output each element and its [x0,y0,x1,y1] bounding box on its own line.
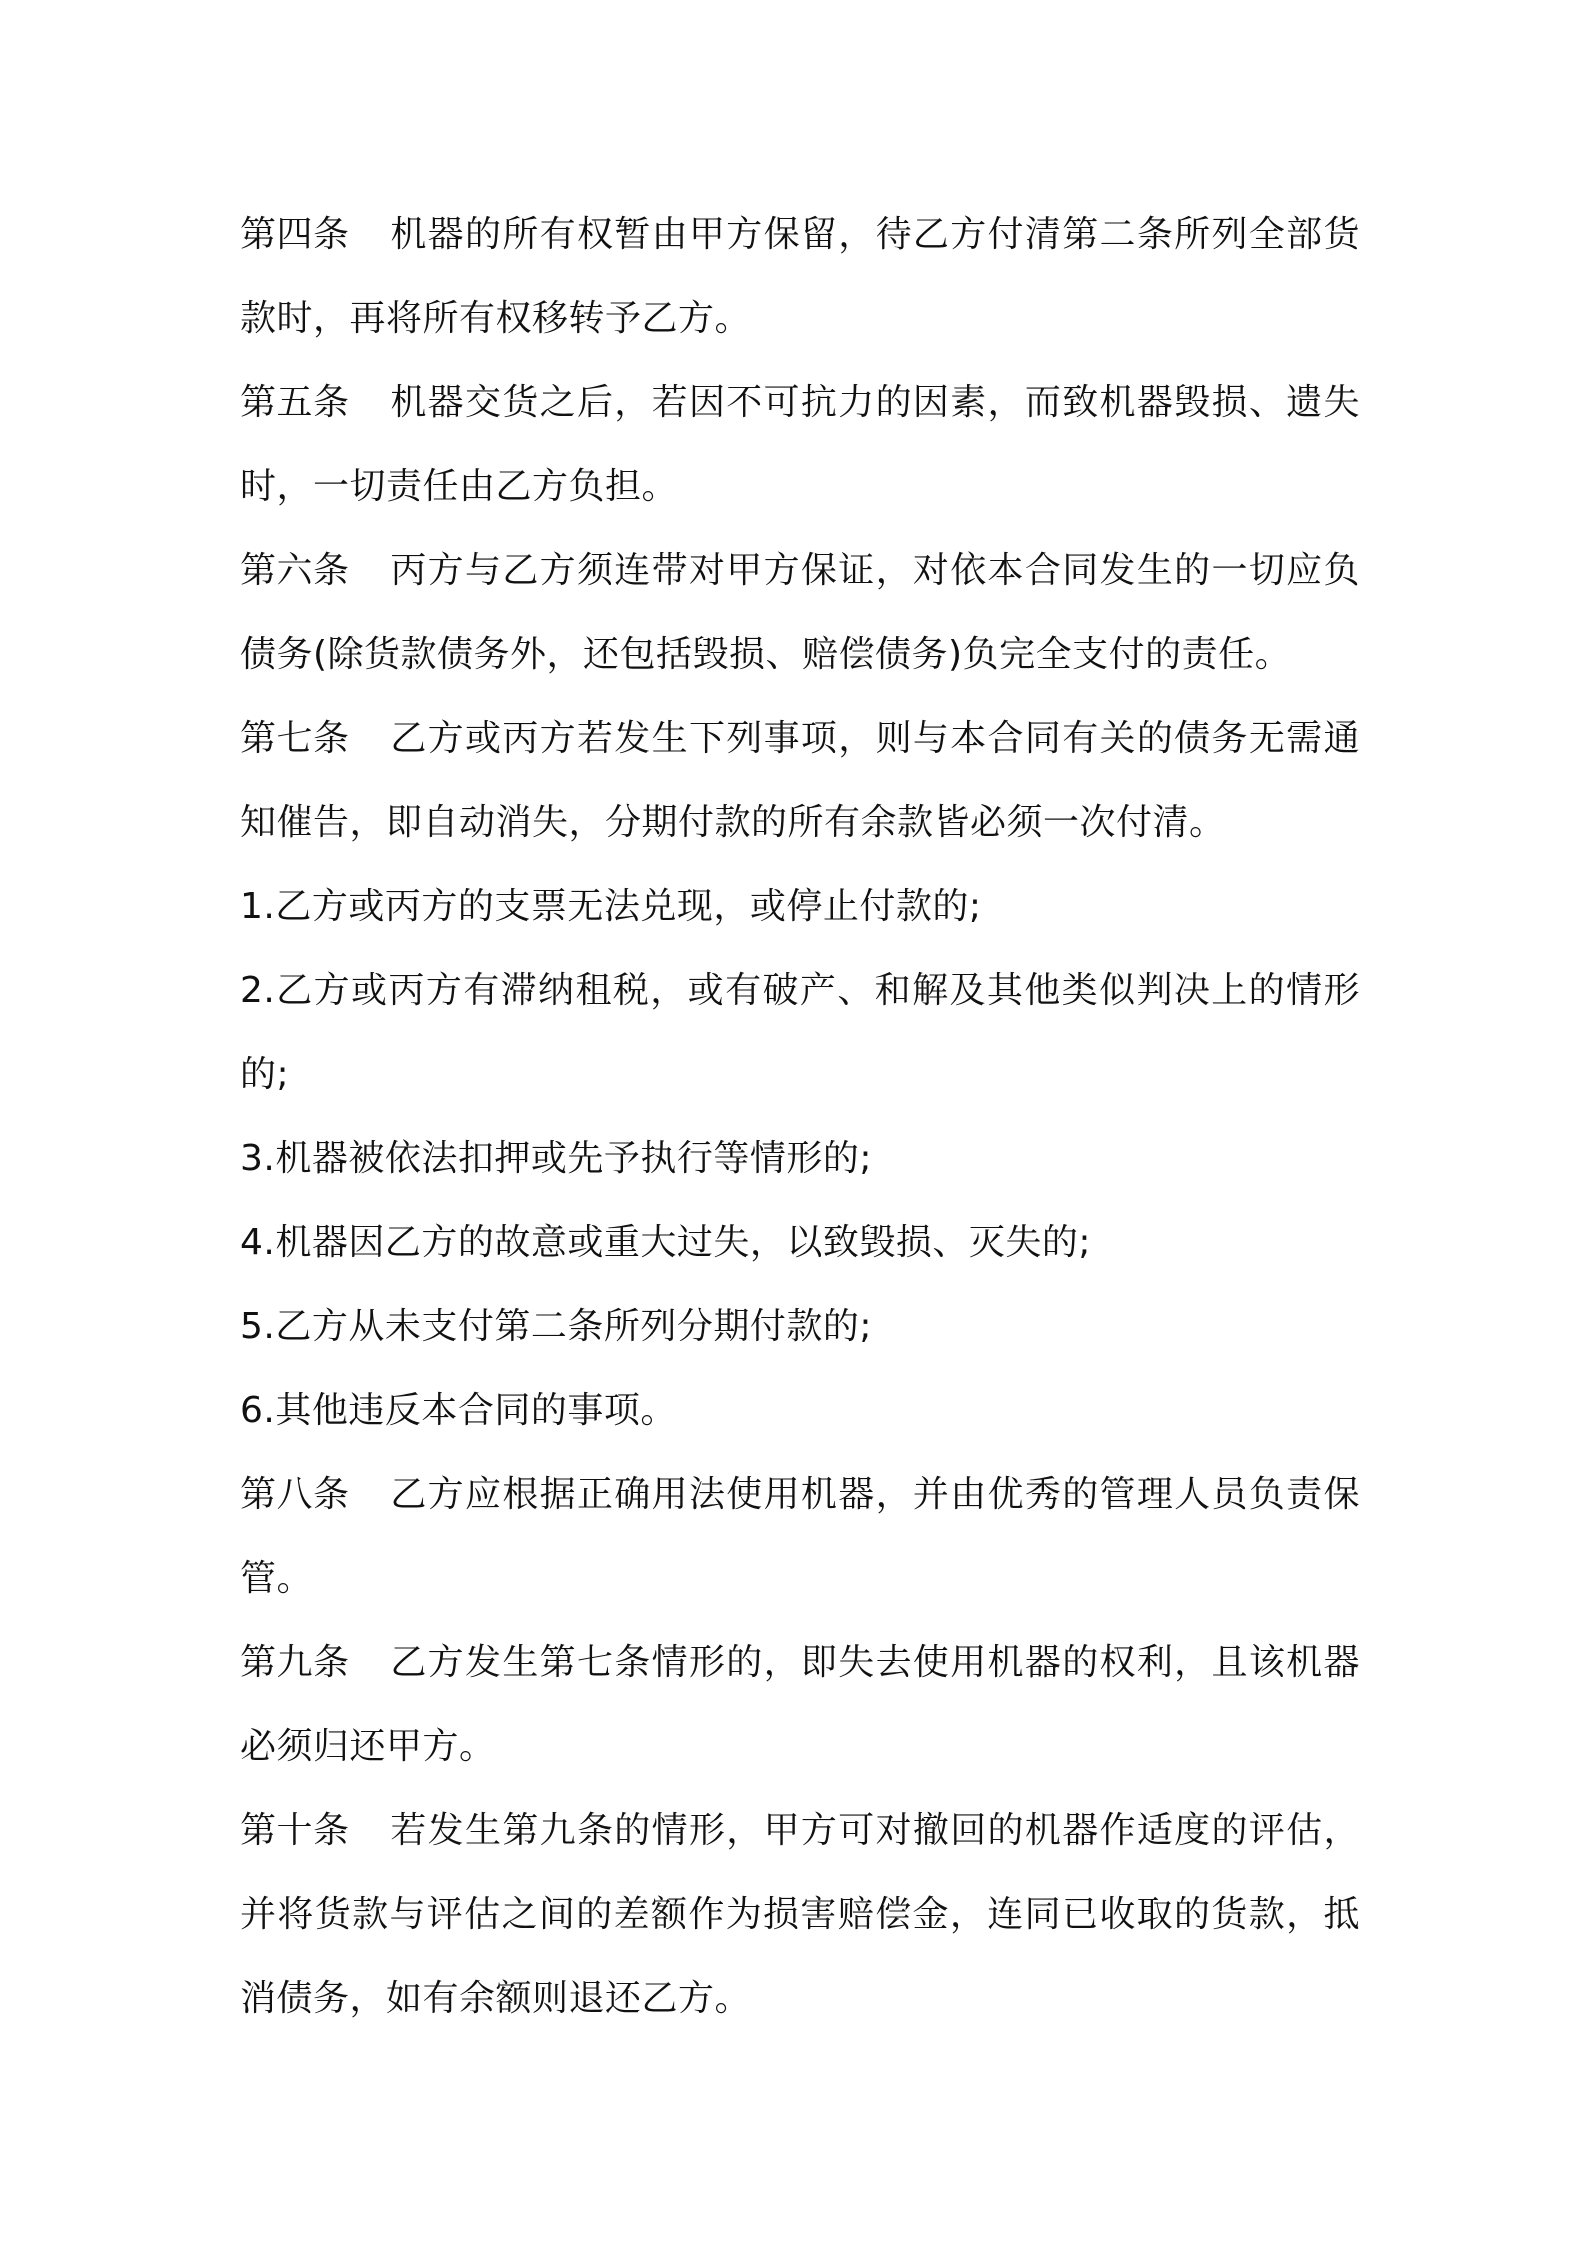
article-number: 第七条 [240,718,350,759]
article-10 [240,1789,1360,2041]
article-text: 若发生第九条的情形，甲方可对撤回的机器作适度的评估，并将货款与评估之间的差额作为损害赔偿金，连同已收取的货款，抵消债务，如有余额则退还乙方。 [240,1810,1360,2019]
article-text: 丙方与乙方须连带对甲方保证，对依本合同发生的一切应负债务(除货款债务外，还包括毁损、赔偿债务)负完全支付的责任。 [240,550,1360,675]
article-text: 乙方应根据正确用法使用机器，并由优秀的管理人员负责保管。 [240,1474,1360,1599]
article-text: 乙方发生第七条情形的，即失去使用机器的权利，且该机器必须归还甲方。 [240,1642,1360,1767]
list-item: 2.乙方或丙方有滞纳租税，或有破产、和解及其他类似判决上的情形的; [240,970,1360,1095]
contract-body [240,193,1360,2041]
article-9 [240,1621,1360,1789]
article-number: 第四条 [240,214,350,255]
article-number: 第六条 [240,550,350,591]
article-8 [240,1453,1360,1621]
list-item: 1.乙方或丙方的支票无法兑现，或停止付款的; [240,886,982,927]
article-text: 乙方或丙方若发生下列事项，则与本合同有关的债务无需通知催告，即自动消失，分期付款的所有余款皆必须一次付清。 [240,718,1360,843]
article-text: 机器的所有权暂由甲方保留，待乙方付清第二条所列全部货款时，再将所有权移转予乙方。 [240,214,1360,339]
article-5 [240,361,1360,529]
list-item: 4.机器因乙方的故意或重大过失，以致毁损、灭失的; [240,1222,1091,1263]
list-item: 6.其他违反本合同的事项。 [240,1390,677,1431]
article-number: 第八条 [240,1474,350,1515]
article-4 [240,193,1360,361]
article-text: 机器交货之后，若因不可抗力的因素，而致机器毁损、遗失时，一切责任由乙方负担。 [240,382,1360,507]
article-number: 第九条 [240,1642,350,1683]
article-6 [240,529,1360,697]
article-number: 第十条 [240,1810,350,1851]
article-7 [240,697,1360,865]
list-item: 3.机器被依法扣押或先予执行等情形的; [240,1138,872,1179]
article-number: 第五条 [240,382,350,423]
list-item: 5.乙方从未支付第二条所列分期付款的; [240,1306,872,1347]
